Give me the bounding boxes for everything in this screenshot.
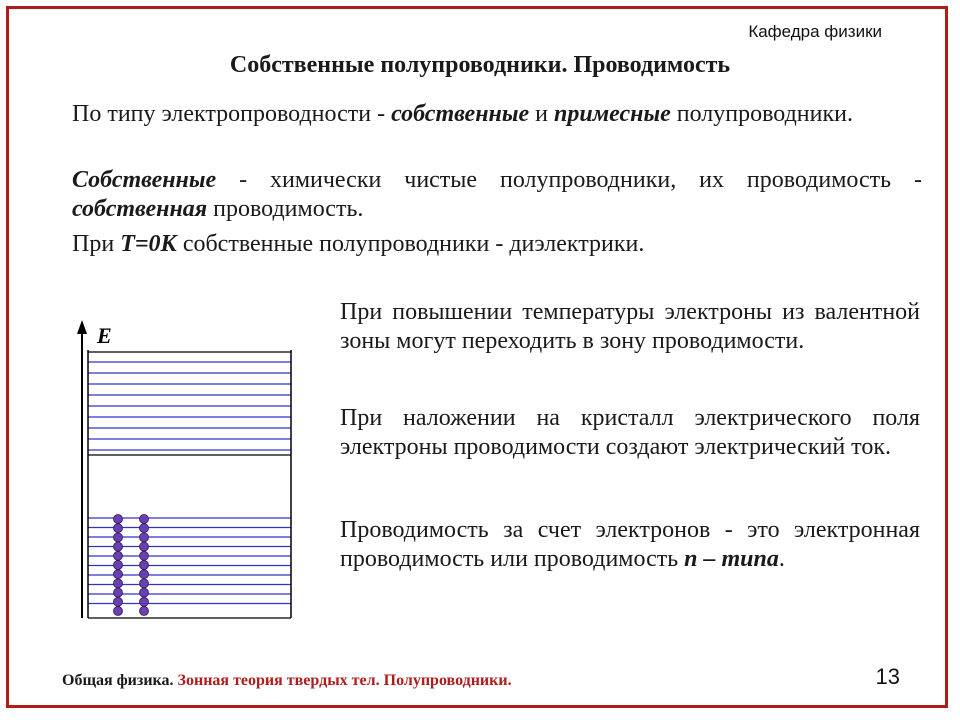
footer-course: Общая физика.: [62, 672, 174, 689]
intro-paragraph-types: По типу электропроводности - собственные и примесные полупроводники.: [72, 101, 853, 127]
text-n-type-conductivity: Проводимость за счет электронов - это электронная проводимость или проводимость n – типа.: [340, 517, 920, 572]
intro-paragraph-definition: Собственные - химически чистые полупроводники, их проводимость - собственная проводимость.: [72, 167, 922, 222]
term-extrinsic: примесные: [554, 101, 671, 127]
footer-caption: [62, 672, 512, 690]
energy-axis-label: E: [97, 323, 112, 348]
term-zero-temperature: T=0К: [120, 231, 177, 257]
text-electric-current: При наложении на кристалл электрического поля электроны проводимости создают электрический ток.: [340, 405, 920, 460]
footer-topic: Зонная теория твердых тел. Полупроводники.: [173, 672, 512, 689]
intro-paragraph-zero-temperature: При T=0К собственные полупроводники - диэлектрики.: [72, 231, 645, 257]
term-n-type: n – типа: [684, 546, 779, 572]
text-temperature-transition: При повышении температуры электроны из валентной зоны могут переходить в зону проводимости.: [340, 299, 920, 354]
department-label: Кафедра физики: [748, 22, 882, 41]
page-number: 13: [875, 664, 900, 689]
term-intrinsic-definition: Собственные: [72, 167, 217, 193]
term-intrinsic-conductivity: собственная: [72, 196, 208, 222]
slide-title: Собственные полупроводники. Проводимость: [229, 52, 731, 78]
term-intrinsic: собственные: [391, 101, 530, 127]
